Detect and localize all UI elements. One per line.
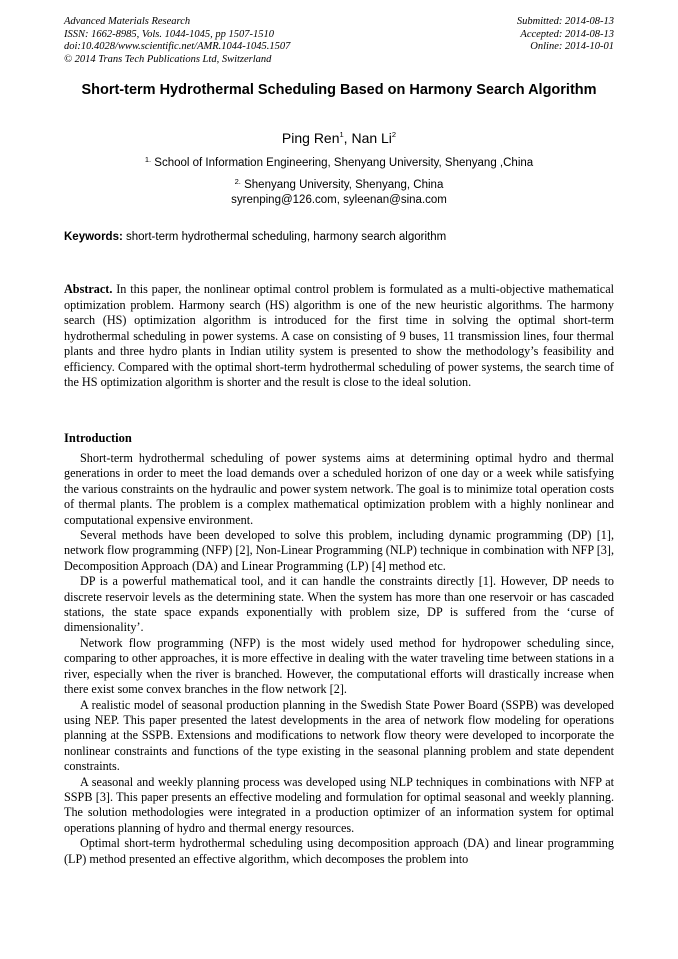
journal-header-right — [517, 16, 614, 54]
affiliation-text: Shenyang University, Shenyang, China — [240, 179, 444, 191]
author-name: Nan Li — [351, 130, 392, 146]
body-paragraph: Network flow programming (NFP) is the most widely used method for hydropower scheduling since, comparing to other approaches, it is more effective in dealing with the water traveling time between stations in a river, especially when the river is branched. However, the computational efforts will drastically increase when there exist some convex branches in the flow network [2]. — [64, 635, 614, 697]
body-paragraph: Several methods have been developed to solve this problem, including dynamic programming (DP) [1], network flow programming (NFP) [2], Non-Linear Programming (NLP) technique in combination with NFP [3], Decomposition Approach (DA) and Linear Programming (LP) [4] method etc. — [64, 528, 614, 573]
submitted-date: Submitted: 2014-08-13 — [516, 16, 614, 27]
paper-title: Short-term Hydrothermal Scheduling Based on Harmony Search Algorithm — [81, 82, 597, 98]
affiliation-1 — [64, 156, 614, 170]
doi-line: doi:10.4028/www.scientific.net/AMR.1044-1045.1507 — [64, 41, 291, 52]
abstract — [64, 282, 614, 391]
keywords — [64, 230, 614, 244]
journal-name: Advanced Materials Research — [64, 16, 191, 27]
body-paragraph: DP is a powerful mathematical tool, and it can handle the constraints directly [1]. However, DP needs to discrete reservoir levels as the determining state. When the system has more than one reservoir or has cascaded stations, the state space expands exponentially with problem size, DP is suffered from the ‘curse of dimensionality’. — [64, 574, 614, 635]
accepted-date: Accepted: 2014-08-13 — [520, 28, 614, 40]
abstract-label: Abstract. — [64, 282, 113, 296]
affiliation-marker: 2. — [234, 177, 241, 186]
body-paragraph: Short-term hydrothermal scheduling of power systems aims at determining optimal hydro and thermal generations in order to meet the load demands over a scheduled horizon of one day or a week while satisfying the various constraints on the hydraulic and power system network. The goal is to minimize total operation costs of thermal plants. The problem is a complex mathematical optimization problem with a highly nonlinear and computational expensive environment. — [64, 451, 614, 527]
author-emails: syrenping@126.com, syleenan@sina.com — [231, 194, 447, 206]
affiliation-marker: 1. — [144, 155, 152, 164]
body-paragraph: A realistic model of seasonal production planning in the Swedish State Power Board (SSPB) was developed using NEP. This paper presented the latest developments in the area of network flow modeling for operations planning at the SSPB. Extensions and modifications to network flow theory were developed to incorporate the nonlinear constraints and functions of the type existing in the seasonal planning problem and state dependent constraints. — [64, 697, 614, 774]
journal-header-left — [64, 16, 290, 66]
affiliation-2 — [64, 178, 614, 192]
body-paragraph: A seasonal and weekly planning process was developed using NLP techniques in combinations with NFP at SSPB [3]. This paper presents an effective modeling and formulation for optimal seasonal and weekly planning. The solution methodologies were integrated in a production optimizer of an information system for optimal operations planning of hydro and thermal energy resources. — [64, 774, 614, 835]
introduction-body — [64, 451, 614, 867]
abstract-text: In this paper, the nonlinear optimal control problem is formulated as a multi-objective mathematical optimization problem. Harmony search (HS) algorithm is one of the new heuristic algorithms. The harmony search (HS) optimization algorithm is introduced for the first time in solving the optimal short-term hydrothermal scheduling in power systems. A case on consisting of 9 buses, 11 transmission lines, four thermal plants and three hydro plants in Indian utility system is presented to show the methodology’s feasibility and efficiency. Compared with the optimal short-term hydrothermal scheduling of power systems, the search time of the HS optimization algorithm is shorter and the result is close to the ideal solution. — [64, 282, 614, 389]
body-paragraph: Optimal short-term hydrothermal scheduling using decomposition approach (DA) and linear programming (LP) method presented an effective algorithm, which decomposes the problem into — [64, 836, 614, 866]
author-separator: , — [343, 130, 352, 146]
copyright-line: © 2014 Trans Tech Publications Ltd, Switzerland — [64, 53, 272, 65]
keywords-text: short-term hydrothermal scheduling, harmony search algorithm — [122, 231, 447, 243]
author-name: Ping Ren — [281, 130, 340, 146]
online-date: Online: 2014-10-01 — [530, 41, 614, 52]
issn-line: ISSN: 1662-8985, Vols. 1044-1045, pp 1507-1510 — [64, 28, 274, 40]
author-list — [64, 129, 614, 147]
affiliation-marker: 2 — [391, 130, 397, 139]
keywords-label: Keywords: — [64, 231, 123, 243]
section-heading-introduction: Introduction — [64, 431, 132, 445]
affiliation-marker: 1 — [339, 130, 344, 139]
affiliation-text: School of Information Engineering, Shenyang University, Shenyang ,China — [151, 157, 534, 169]
